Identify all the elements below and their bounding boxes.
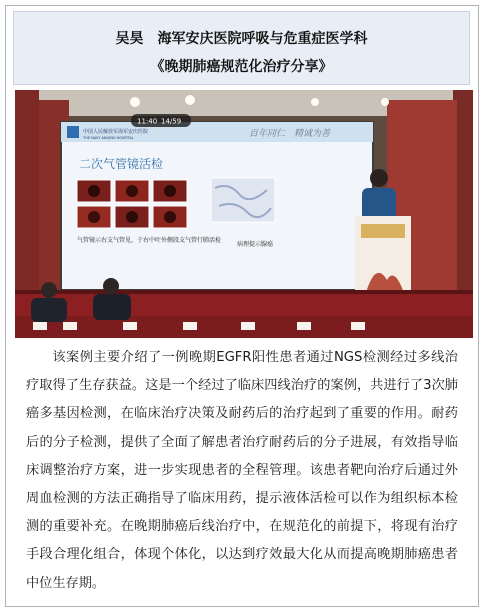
podium [355, 216, 411, 302]
panel-table [15, 316, 473, 338]
slide-title: 二次气管镜活检 [79, 157, 164, 171]
presentation-slide [61, 122, 373, 290]
slide-page: 14/59 [161, 117, 182, 126]
conference-photo [15, 90, 473, 338]
hospital-header: 中国人民解放军海军安庆医院 [83, 129, 149, 135]
talk-title: 《晚期肺癌规范化治疗分享》 [150, 59, 333, 75]
speaker-affiliation: 吴昊 海军安庆医院呼吸与危重症医学科 [115, 31, 368, 47]
status-time: 11:40 [137, 117, 158, 126]
talk-header [13, 11, 470, 85]
hospital-header-en: THE NAVY ANQING HOSPITAL [83, 136, 134, 140]
article-paragraph: 该案例主要介绍了一例晚期EGFR阳性患者通过NGS检测经过多线治疗取得了生存获益。这是一个经过了临床四线治疗的案例，共进行了3次肺癌多基因检测，在临床治疗决策及耐药后的治疗起到了重要的作用。耐药后的分子检测，提供了全面了解患者治疗耐药后的分子进展，有效指导临床调整治疗方案，进一步实现患者的全程管理。该患者靶向治疗后通过外周血检测的方法正确指导了临床用药，提示液体活检可以作为组织标本检测的重要补充。在晚期肺癌后线治疗中，在规范化的前提下，将现有治疗手段合理化组合，体现个体化，以达到疗效最大化从而提高晚期肺癌患者中位生存期。 [26, 350, 458, 591]
pathology-image [211, 178, 275, 222]
article-card [5, 5, 479, 607]
slide-caption-left: 气管镜示右支气管见，于右中叶外侧段支气管行肺活检 [77, 237, 222, 244]
slide-caption-right: 病理提示腺癌 [237, 241, 274, 248]
banner-motto: 百年同仁 精诚为善 [249, 129, 331, 139]
hospital-logo-icon [67, 126, 79, 138]
